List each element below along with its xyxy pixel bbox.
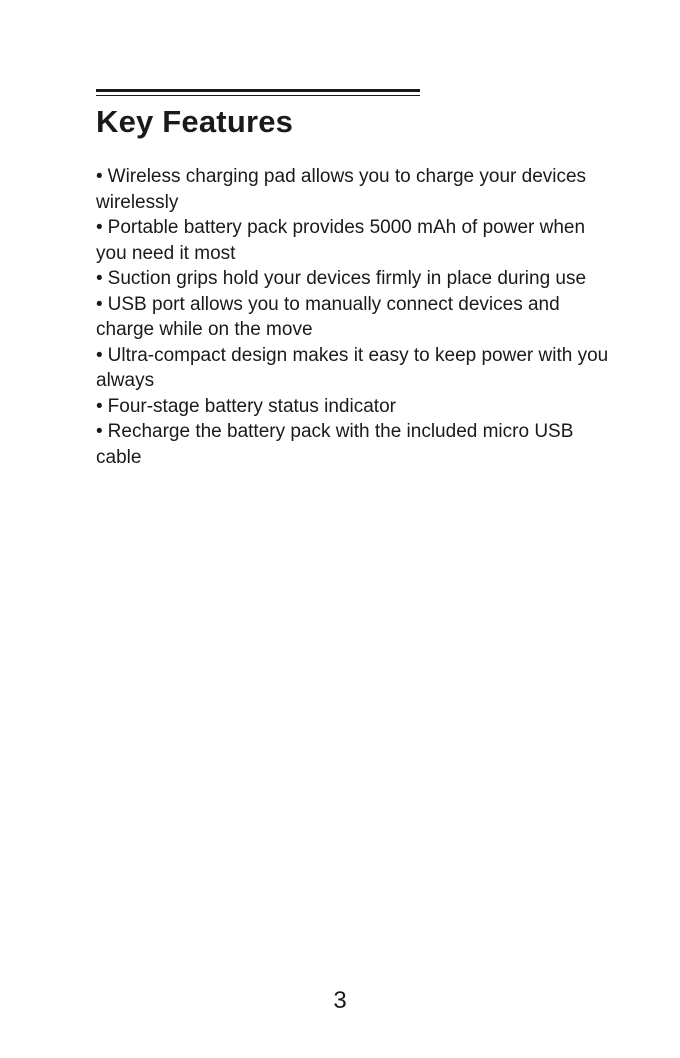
feature-text: Four-stage battery status indicator (107, 395, 396, 417)
page-title: Key Features (96, 104, 294, 139)
feature-text: Wireless charging pad allows you to charge your devices wirelessly (96, 166, 587, 213)
feature-item (96, 266, 616, 292)
bullet-marker: • (96, 293, 103, 315)
bullet-marker: • (96, 268, 103, 289)
bullet-marker: • (96, 421, 103, 442)
title-rule-thin (96, 95, 420, 96)
bullet-marker: • (96, 395, 103, 417)
feature-text: Portable battery pack provides 5000 mAh of power when you need it most (96, 217, 586, 264)
feature-text: Ultra-compact design makes it easy to keep power with you always (96, 344, 609, 391)
feature-item (96, 292, 616, 343)
feature-text: USB port allows you to manually connect devices and charge while on the move (96, 293, 560, 340)
feature-item (96, 164, 616, 215)
feature-text: Recharge the battery pack with the included micro USB cable (96, 421, 574, 468)
page-number: 3 (333, 987, 347, 1014)
bullet-marker: • (96, 166, 103, 187)
feature-text: Suction grips hold your devices firmly in place during use (107, 268, 587, 289)
feature-list (96, 164, 616, 470)
bullet-marker: • (96, 344, 103, 366)
feature-item (96, 394, 616, 420)
title-rule-thick (96, 89, 420, 92)
feature-item (96, 343, 616, 394)
feature-item (96, 419, 616, 470)
bullet-marker: • (96, 217, 103, 238)
feature-item (96, 215, 616, 266)
